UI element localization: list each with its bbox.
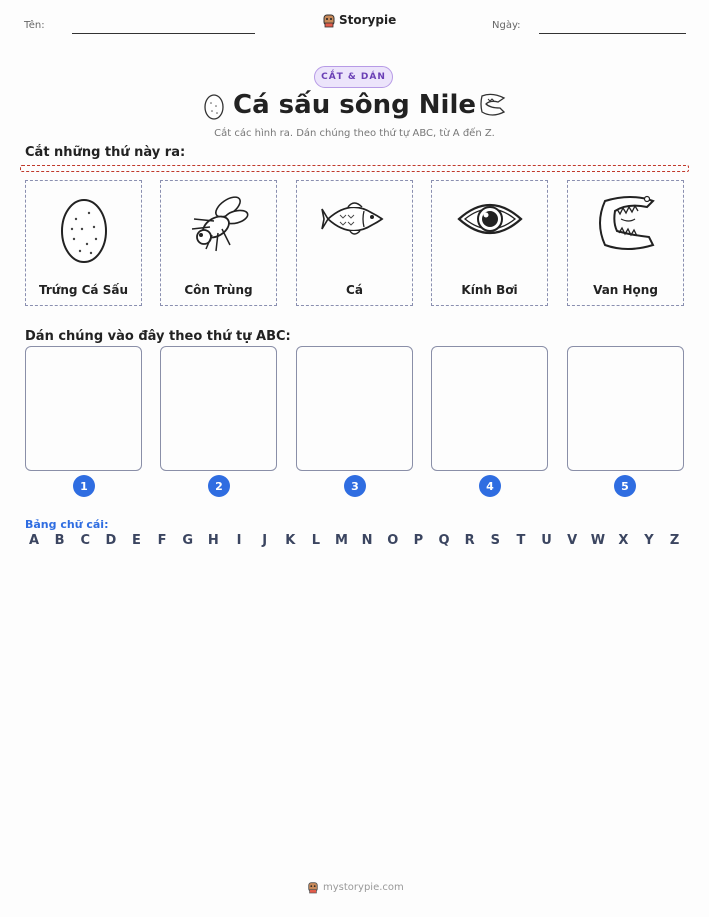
alphabet-letter: Y: [644, 533, 654, 548]
instructions: Cắt các hình ra. Dán chúng theo thứ tự ABC, từ A đến Z.: [214, 128, 495, 139]
page-title: Cá sấu sông Nile: [233, 90, 476, 120]
cut-line: [20, 165, 689, 172]
cut-card-fish[interactable]: [296, 180, 413, 306]
paste-section-label: Dán chúng vào đây theo thứ tự ABC:: [25, 329, 291, 344]
alphabet-letter: T: [516, 533, 526, 548]
alphabet-letter: P: [413, 533, 424, 548]
brand-logo: [322, 12, 396, 28]
alphabet-letter: S: [490, 533, 500, 548]
alphabet-letter: I: [236, 533, 242, 548]
name-line: [72, 33, 255, 34]
insect-icon: [184, 189, 254, 259]
paste-slot-3[interactable]: [296, 346, 413, 471]
alphabet-label: Bảng chữ cái:: [25, 518, 109, 531]
cut-card-goggles[interactable]: [431, 180, 548, 306]
alphabet-letter: W: [590, 533, 606, 548]
egg-icon: [54, 189, 114, 269]
date-label: Ngày:: [492, 20, 521, 31]
alphabet-letter: X: [618, 533, 629, 548]
footer-url: mystorypie.com: [323, 881, 404, 893]
alphabet-letter: Q: [438, 533, 450, 548]
card-label: Trứng Cá Sấu: [38, 283, 128, 297]
alphabet-letter: V: [567, 533, 578, 548]
activity-badge: CẮT & DÁN: [314, 66, 393, 88]
slot-number-2: 2: [208, 475, 230, 497]
slot-number-5: 5: [614, 475, 636, 497]
paste-slot-2[interactable]: [160, 346, 277, 471]
card-label: Van Họng: [593, 283, 658, 297]
name-label: Tên:: [24, 20, 45, 31]
card-label: Cá: [346, 283, 363, 297]
slot-number-3: 3: [344, 475, 366, 497]
alphabet-letter: K: [285, 533, 296, 548]
paste-slot-1[interactable]: [25, 346, 142, 471]
card-label: Côn Trùng: [184, 283, 253, 297]
alphabet-letter: A: [28, 533, 40, 548]
alphabet-letter: Z: [669, 533, 680, 548]
alphabet-letter: N: [361, 533, 373, 548]
storypie-mascot-icon: [307, 880, 319, 894]
slot-number-1: 1: [73, 475, 95, 497]
alphabet-letter: U: [541, 533, 552, 548]
paste-slot-4[interactable]: [431, 346, 548, 471]
card-label: Kính Bơi: [461, 283, 518, 297]
alphabet-letter: J: [262, 533, 268, 548]
paste-slot-5[interactable]: [567, 346, 684, 471]
alphabet-letter: O: [387, 533, 399, 548]
cut-card-egg[interactable]: [25, 180, 142, 306]
cut-card-insect[interactable]: [160, 180, 277, 306]
alphabet-letter: H: [207, 533, 219, 548]
alphabet-row: [27, 533, 682, 548]
alphabet-letter: R: [464, 533, 475, 548]
crocodile-jaw-icon: [591, 189, 661, 259]
date-line: [539, 33, 686, 34]
alphabet-letter: F: [157, 533, 167, 548]
alphabet-letter: M: [335, 533, 348, 548]
slot-number-4: 4: [479, 475, 501, 497]
alphabet-letter: C: [80, 533, 91, 548]
fish-icon: [320, 189, 390, 249]
alphabet-letter: E: [132, 533, 141, 548]
alphabet-letter: B: [54, 533, 65, 548]
cut-section-label: Cắt những thứ này ra:: [25, 145, 186, 160]
eye-icon: [455, 189, 525, 249]
storypie-mascot-icon: [322, 12, 336, 28]
brand-name: Storypie: [339, 13, 397, 27]
crocodile-decoration-icon: [478, 90, 508, 120]
alphabet-letter: D: [105, 533, 117, 548]
footer: [307, 880, 404, 894]
alphabet-letter: L: [311, 533, 321, 548]
cut-card-throat-valve[interactable]: [567, 180, 684, 306]
alphabet-letter: G: [182, 533, 194, 548]
